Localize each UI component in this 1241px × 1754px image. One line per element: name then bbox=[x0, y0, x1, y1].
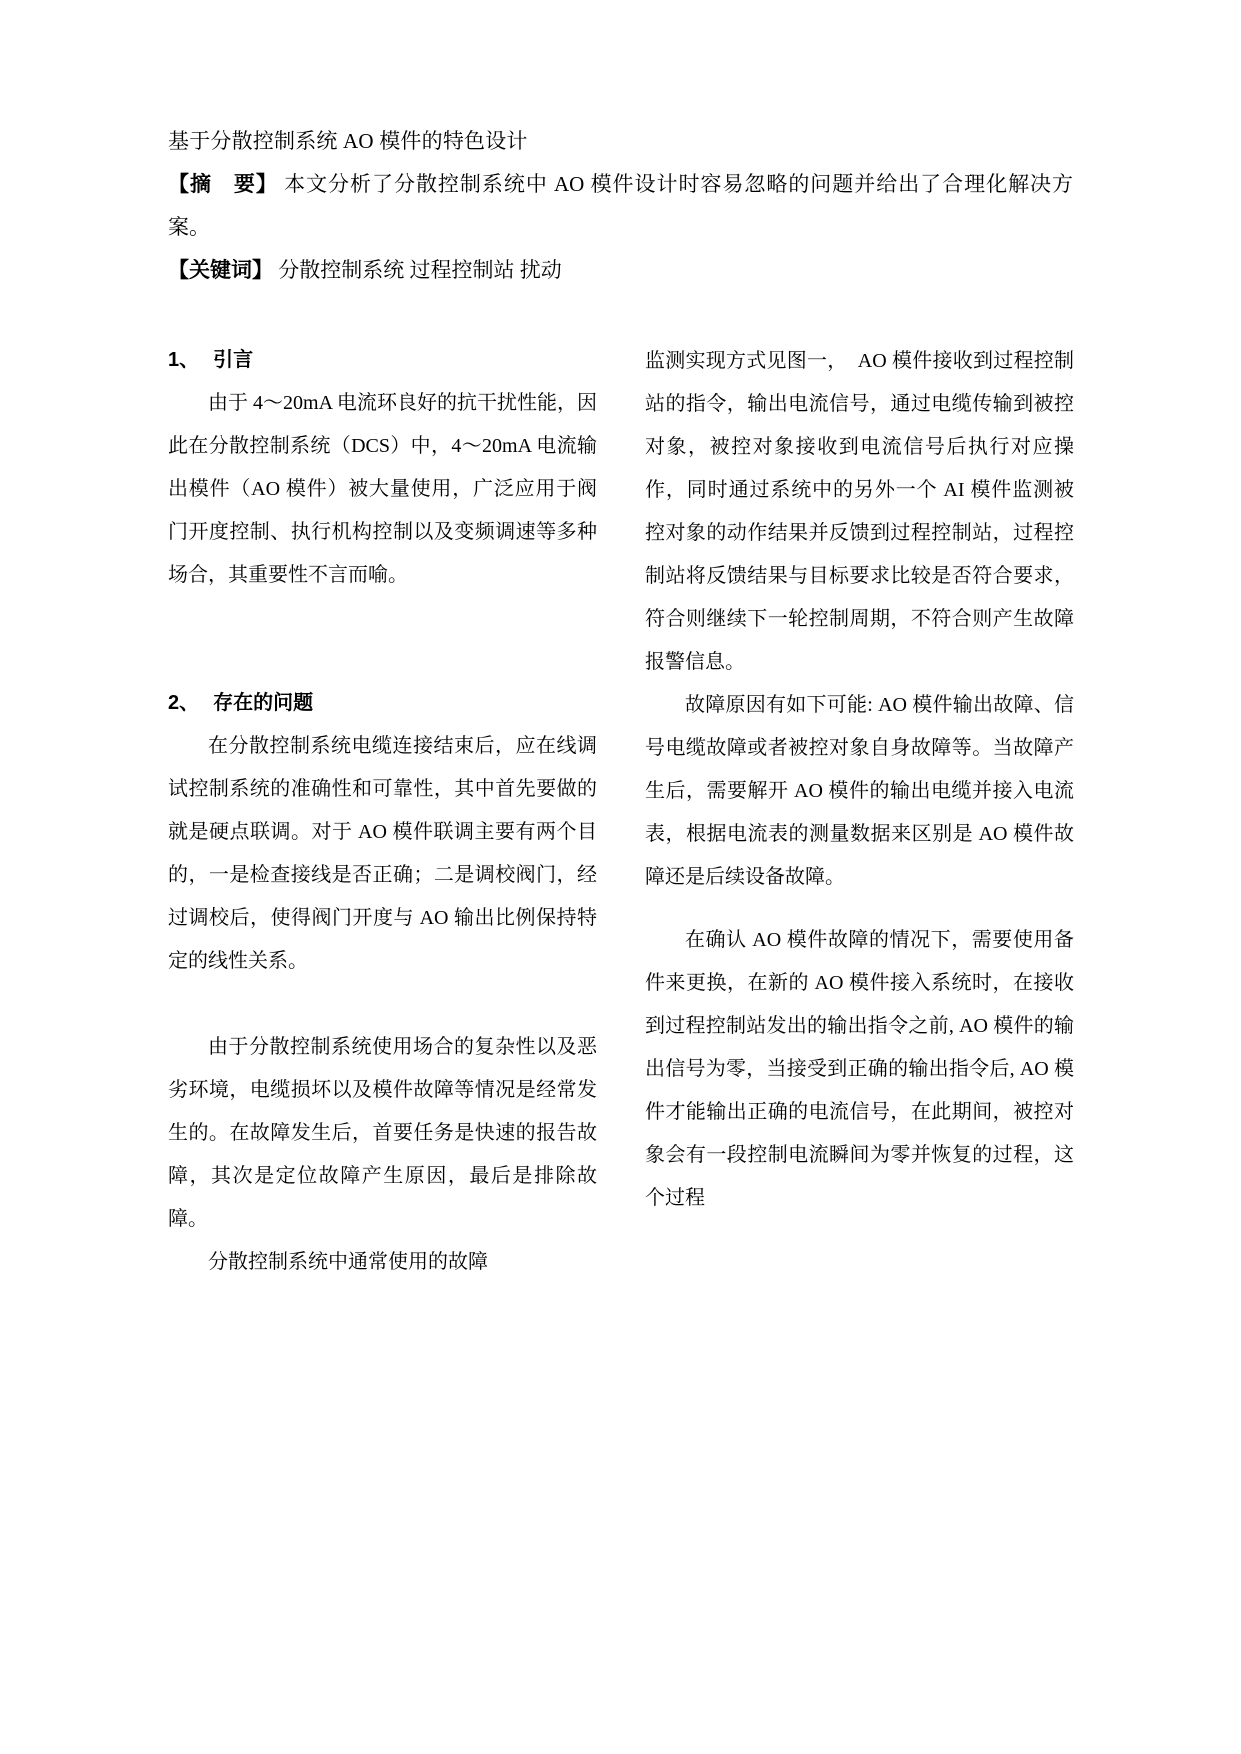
abstract-block bbox=[168, 163, 1073, 249]
abstract-label: 【摘 要】 bbox=[168, 172, 278, 196]
section-1-heading bbox=[168, 340, 597, 380]
two-column-body bbox=[168, 340, 1073, 1284]
abstract-text: 本文分析了分散控制系统中 AO 模件设计时容易忽略的问题并给出了合理化解决方案。 bbox=[168, 172, 1074, 239]
page-title: 基于分散控制系统 AO 模件的特色设计 bbox=[168, 129, 528, 153]
section-2-number: 2、 bbox=[168, 692, 200, 714]
section-1-number: 1、 bbox=[168, 349, 200, 371]
left-column bbox=[168, 340, 597, 1284]
keywords-text: 分散控制系统 过程控制站 扰动 bbox=[278, 258, 562, 282]
right-paragraph-2: 故障原因有如下可能: AO 模件输出故障、信号电缆故障或者被控对象自身故障等。当故障产生后，需要解开 AO 模件的输出电缆并接入电流表，根据电流表的测量数据来区别是 AO 模件故障还是后续设备故障。 bbox=[645, 694, 1074, 888]
spacer bbox=[645, 899, 1074, 919]
section-2-paragraph-2: 由于分散控制系统使用场合的复杂性以及恶劣环境，电缆损坏以及模件故障等情况是经常发生的。在故障发生后，首要任务是快速的报告故障，其次是定位故障产生原因，最后是排除故障。 bbox=[168, 1036, 597, 1230]
section-2-title: 存在的问题 bbox=[213, 692, 314, 714]
section-1-title: 引言 bbox=[213, 349, 254, 371]
keywords-block bbox=[168, 249, 1073, 292]
right-paragraph-1: 监测实现方式见图一， AO 模件接收到过程控制站的指令，输出电流信号，通过电缆传输到被控对象，被控对象接收到电流信号后执行对应操作，同时通过系统中的另外一个 AI 模件监测被控对象的动作结果并反馈到过程控制站，过程控制站将反馈结果与目标要求比较是否符合要求，符合则继续下一轮控制周期，不符合则产生故障报警信息。 bbox=[645, 350, 1074, 673]
right-column bbox=[645, 340, 1074, 1220]
spacer bbox=[168, 983, 597, 1026]
right-paragraph-3: 在确认 AO 模件故障的情况下，需要使用备件来更换，在新的 AO 模件接入系统时，在接收到过程控制站发出的输出指令之前, AO 模件的输出信号为零，当接受到正确的输出指令后, AO 模件才能输出正确的电流信号，在此期间，被控对象会有一段控制电流瞬间为零并恢复的过程，这个过程 bbox=[645, 929, 1074, 1209]
keywords-label: 【关键词】 bbox=[168, 258, 273, 282]
section-2-paragraph-3: 分散控制系统中通常使用的故障 bbox=[208, 1251, 488, 1273]
section-1-paragraph-1: 由于 4～20mA 电流环良好的抗干扰性能，因此在分散控制系统（DCS）中，4～20mA 电流输出模件（AO 模件）被大量使用，广泛应用于阀门开度控制、执行机构控制以及变频调速等多种场合，其重要性不言而喻。 bbox=[168, 392, 597, 586]
spacer bbox=[168, 597, 597, 683]
section-2-paragraph-1: 在分散控制系统电缆连接结束后，应在线调试控制系统的准确性和可靠性，其中首先要做的就是硬点联调。对于 AO 模件联调主要有两个目的，一是检查接线是否正确；二是调校阀门，经过调校后，使得阀门开度与 AO 输出比例保持特定的线性关系。 bbox=[168, 735, 597, 972]
section-2-heading bbox=[168, 683, 597, 723]
